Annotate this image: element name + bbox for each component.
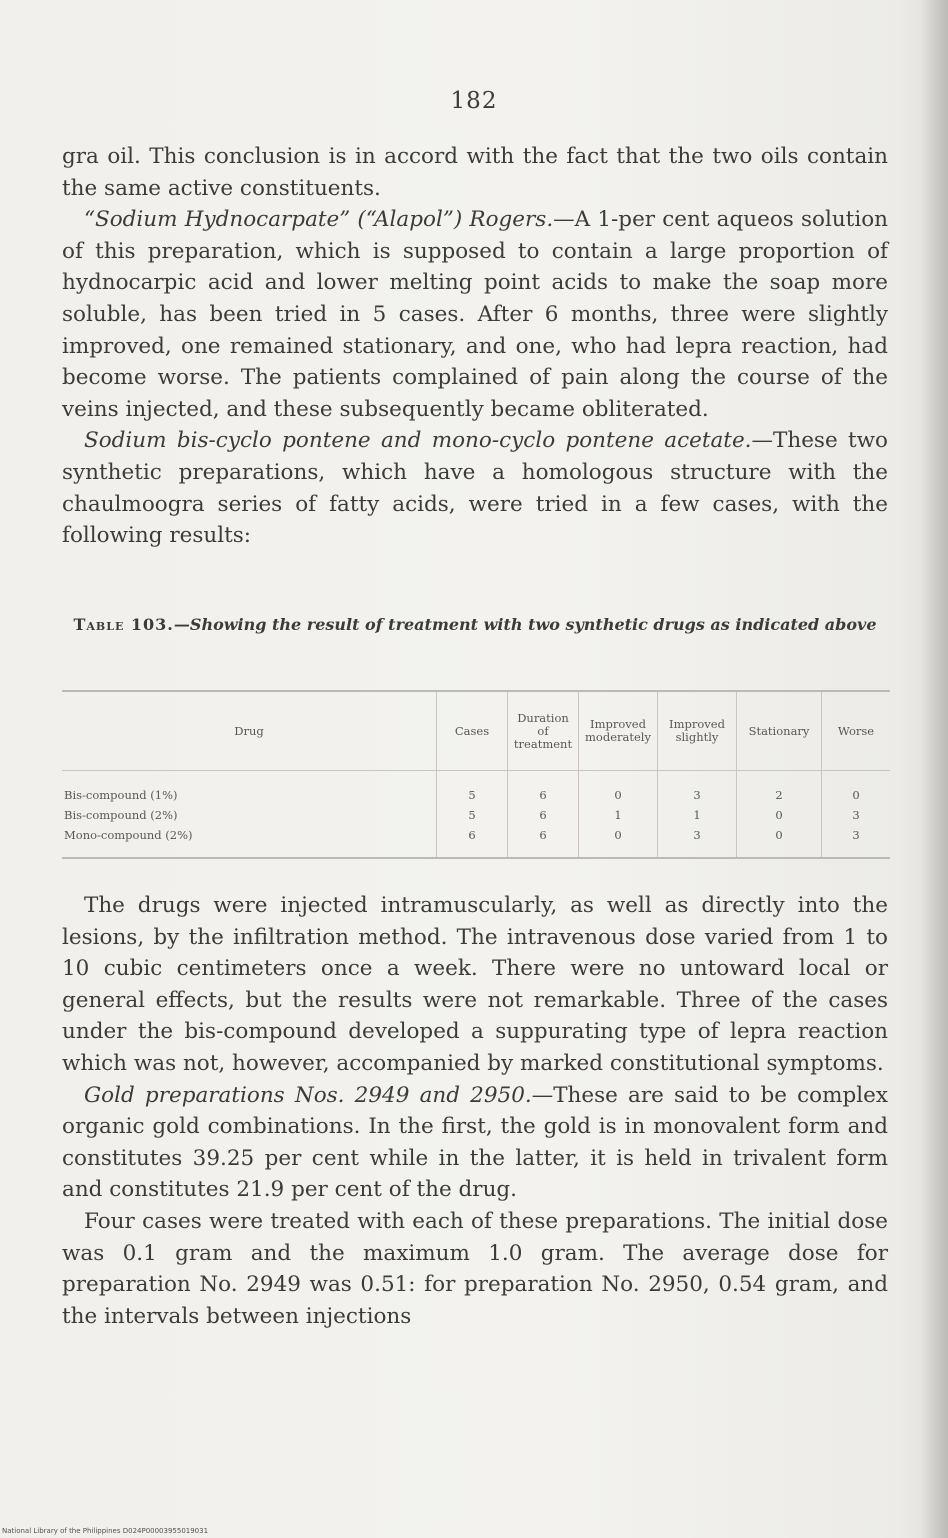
cell-duration: 6: [508, 825, 579, 858]
cell-improved-slightly: 1: [658, 805, 737, 825]
library-footer: National Library of the Philippines D024P00003955019031: [2, 1527, 209, 1535]
header-stationary: Stationary: [737, 691, 822, 771]
paragraph: [62, 1206, 888, 1332]
cell-drug: Bis-compound (1%): [64, 788, 178, 802]
cell-cases: 6: [437, 825, 508, 858]
cell-cases: 5: [437, 805, 508, 825]
header-improved-moderately: Improved moderately: [579, 691, 658, 771]
cell-worse: 3: [822, 825, 891, 858]
header-worse: Worse: [822, 691, 891, 771]
text-run: —A 1-per cent aqueos solution of this preparation, which is supposed to contain a large proportion of hydnocarpic acid and lower melting point acids to make the soap more soluble, has been tried in 5 cases. After 6 months, three were slightly improved, one remained stationary, and one, who had lepra reaction, had become worse. The patients complained of pain along the course of the veins injected, and these subsequently became obliterated.: [62, 207, 888, 422]
page-edge-shadow: [920, 0, 948, 1538]
header-drug: Drug: [62, 691, 437, 771]
cell-duration: 6: [508, 805, 579, 825]
header-cases: Cases: [437, 691, 508, 771]
table-header-row: [62, 691, 890, 771]
cell-improved-moderately: 0: [579, 771, 658, 806]
cell-duration: 6: [508, 771, 579, 806]
italic-run: Sodium bis-cyclo pontene and mono-cyclo pontene acetate.: [84, 428, 752, 454]
cell-improved-slightly: 3: [658, 771, 737, 806]
paragraph: [62, 1080, 888, 1206]
cell-stationary: 2: [737, 771, 822, 806]
text-run: Four cases were treated with each of these preparations. The initial dose was 0.1 gram and the maximum 1.0 gram. The average dose for preparation No. 2949 was 0.51: for preparation No. 2950, 0.54 gram, and the intervals between injections: [62, 1208, 888, 1329]
table-row: [62, 771, 890, 806]
table-caption-text: —Showing the result of treatment with two synthetic drugs as indicated above: [173, 615, 877, 634]
cell-drug: Mono-compound (2%): [64, 828, 193, 842]
cell-drug: Bis-compound (2%): [64, 808, 178, 822]
text-run: gra oil. This conclusion is in accord with the fact that the two oils contain the same active constituents.: [62, 144, 888, 201]
body-text-top: [62, 141, 888, 552]
table-row: [62, 825, 890, 858]
body-text-bottom: [62, 890, 888, 1332]
page-number: 182: [450, 88, 498, 114]
paragraph: [62, 204, 888, 425]
cell-improved-moderately: 0: [579, 825, 658, 858]
header-duration: Duration of treatment: [508, 691, 579, 771]
cell-stationary: 0: [737, 805, 822, 825]
table-label: Table 103.: [73, 615, 174, 634]
table-row: [62, 805, 890, 825]
cell-improved-moderately: 1: [579, 805, 658, 825]
italic-run: “Sodium Hydnocarpate” (“Alapol”) Rogers.: [84, 207, 554, 233]
text-run: —These are said to be complex organic gold combinations. In the first, the gold is in monovalent form and constitutes 39.25 per cent while in the latter, it is held in trivalent form and constitutes 21.9 per cent of the drug.: [62, 1082, 888, 1203]
cell-improved-slightly: 3: [658, 825, 737, 858]
cell-cases: 5: [437, 771, 508, 806]
results-table: [62, 690, 890, 859]
cell-worse: 0: [822, 771, 891, 806]
paragraph: [62, 141, 888, 204]
text-run: —These two synthetic preparations, which have a homologous structure with the chaulmoogra series of fatty acids, were tried in a few cases, with the following results:: [62, 428, 888, 549]
cell-worse: 3: [822, 805, 891, 825]
text-run: The drugs were injected intramuscularly, as well as directly into the lesions, by the infiltration method. The intravenous dose varied from 1 to 10 cubic centimeters once a week. There were no untoward local or general effects, but the results were not remarkable. Three of the cases under the bis-compound developed a suppurating type of lepra reaction which was not, however, accompanied by marked constitutional symptoms.: [62, 893, 888, 1076]
table-caption: [62, 613, 888, 637]
paragraph: [62, 890, 888, 1080]
paragraph: [62, 425, 888, 551]
italic-run: Gold preparations Nos. 2949 and 2950.: [84, 1082, 532, 1108]
cell-stationary: 0: [737, 825, 822, 858]
header-improved-slightly: Improved slightly: [658, 691, 737, 771]
